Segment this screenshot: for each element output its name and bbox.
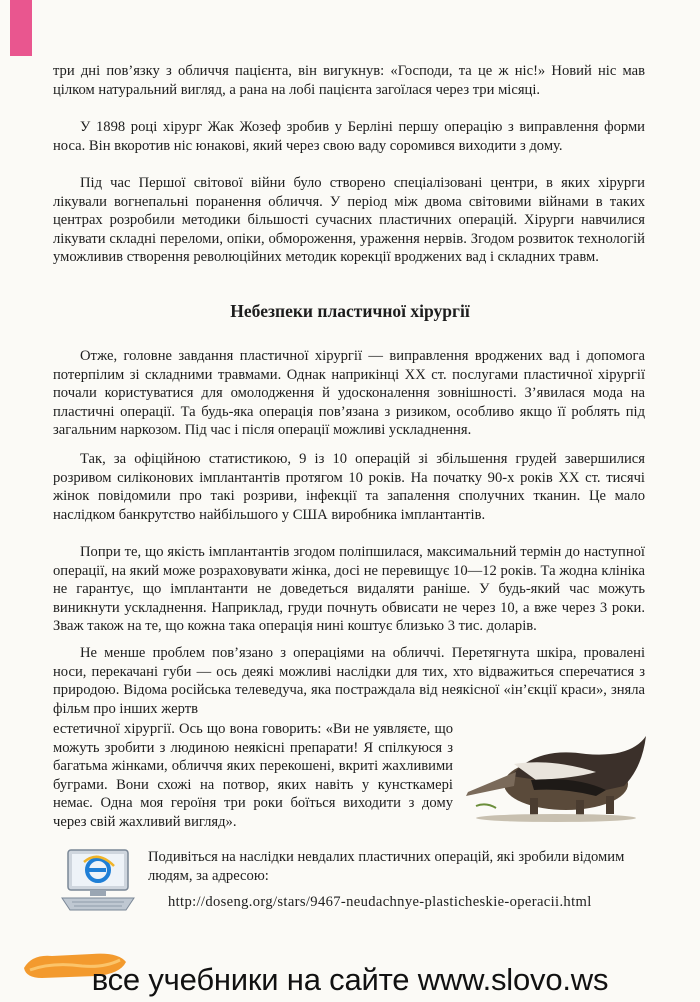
resource-url[interactable]: http://doseng.org/stars/9467-neudachnye-plasticheskie-operacii.html <box>168 894 592 910</box>
paragraph-ww1: Під час Першої світової війни було створено спеціалізовані центри, в яких хірурги лікували вогнепальні поранення обличчя. У період між двома світовими війнами в таких центрах розробили методики більшості сучасних пластичних операцій. Хірурги навчилися лікувати складні переломи, опіки, обмороження, ураження нервів. Згодом розвиток технологій уможливив створення революційних методик корекції вроджених вад і складних травм. <box>53 175 645 266</box>
paragraph-face-operations: Не менше проблем пов’язано з операціями на обличчі. Перетягнута шкіра, провалені носи, перекачані губи — ось деякі можливі наслідки для тих, хто відважиться сперечатися з природою. Відома російська телеведуча, яка постраждала від неякісної «ін’єкції краси», зняла фільм про інших жертв <box>53 645 645 717</box>
section-heading: Небезпеки пластичної хірургії <box>230 301 470 321</box>
paragraph-statistics: Так, за офіційною статистикою, 9 із 10 операцій зі збільшення грудей завершилися розривом силіконових імплантантів протягом 10 років. На початку 90-х років XX ст. тисячі жінок повідомили про такі розриви, інфекції та запалення сполучних тканин. Це мало наслідком банкрутство найбільшого у США виробника імплантантів. <box>53 451 645 523</box>
paragraph-intro: три дні пов’язку з обличчя пацієнта, він вигукнув: «Господи, та це ж ніс!» Новий ніс мав цілком натуральний вигляд, а рана на лобі пацієнта загоїлася через три місяці. <box>53 63 645 98</box>
footer-watermark-text: все учебники на сайте www.slovo.ws <box>91 962 609 997</box>
computer-internet-icon <box>58 846 138 912</box>
paragraph-main-task: Отже, головне завдання пластичної хірургії — виправлення вроджених вад і допомога потерпілим зі складними травмами. Однак наприкінці XX ст. послугами пластичної хірургії почали користуватися для омолодження й удосконалення зовнішності. З’явилася мода на пластичні операції. Та будь-яка операція пов’язана з ризиком, особливо якщо її роблять під загальним наркозом. Під час і після операції можливі ускладнення. <box>53 348 645 439</box>
internet-hint-text: Подивіться на наслідки невдалих пластичних операцій, які зробили відомим людям, за адресою: <box>148 849 625 884</box>
paragraph-implants: Попри те, що якість імплантантів згодом поліпшилася, максимальний термін до наступної операції, на який може розраховувати жінка, досі не перевищує 10—12 років. Та жодна клініка не гарантує, що імплантанти не доведеться видаляти раніше. У будь-який час можуть виникнути ускладнення. Наприклад, груди почнуть обвисати не через 10, а вже через 3 роки. Зваж також на те, що кожна така операція нині коштує близько 3 тис. доларів. <box>53 544 645 635</box>
paragraph-jozef: У 1898 році хірург Жак Жозеф зробив у Берліні першу операцію з виправлення форми носа. Він вкоротив ніс юнакові, який через свою ваду соромився виходити з дому. <box>53 119 645 154</box>
paragraph-quote: естетичної хірургії. Ось що вона говорить: «Ви не уявляєте, що можуть зробити з людиною неякісні препарати! Я спілкуюся з багатьма жінками, обличчя яких перекошені, вкриті жахливими буграми. Вони схожі на потвор, яких навіть у кунсткамері немає. Одна моя героїня три роки боїться виходити з дому через свій жахливий вигляд». <box>53 721 453 830</box>
anteater-illustration <box>456 706 652 822</box>
chapter-color-tab <box>10 0 32 56</box>
